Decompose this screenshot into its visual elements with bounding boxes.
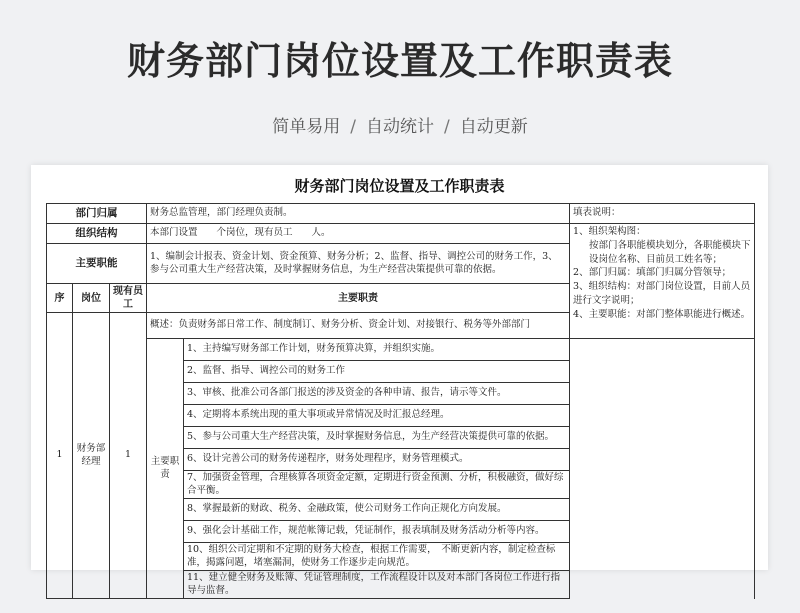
feature-auto-update: 自动更新 [459, 117, 528, 137]
sheet-title: 财务部门岗位设置及工作职责表 [294, 177, 505, 195]
feature-separator: / [444, 117, 450, 137]
org-label: 组织结构 [47, 224, 147, 244]
header-main-duties: 主要职责 [147, 284, 570, 313]
duty-item[interactable]: 6、设计完善公司的财务传递程序，财务处理程序，财务管理模式。 [184, 449, 570, 471]
dept-label: 部门归属 [47, 204, 147, 224]
duty-item[interactable]: 4、定期将本系统出现的重大事项或异常情况及时汇报总经理。 [184, 405, 570, 427]
duty-label: 主要职能 [47, 244, 147, 284]
notes-title: 填表说明： [570, 204, 755, 224]
position-seq[interactable]: 1 [47, 313, 73, 599]
note-line: 2、部门归属：填部门归属分管领导； [573, 267, 732, 279]
note-line: 4、主要职能：对部门整体职能进行概述。 [573, 308, 751, 320]
header-post: 岗位 [73, 284, 110, 313]
header-seq: 序 [47, 284, 73, 313]
feature-easy: 简单易用 [272, 117, 341, 137]
note-line: 1、组织架构图： [573, 226, 646, 237]
duty-item[interactable]: 10、组织公司定期和不定期的财务大检查，根据工作需要， 不断更新内容，制定检查标准，揭露问题，堵塞漏洞，使财务工作逐步走向规范。 [184, 543, 570, 571]
notes-cell[interactable] [570, 224, 755, 339]
feature-separator: / [350, 117, 356, 137]
org-value[interactable]: 本部门设置 个岗位，现有员工 人。 [147, 224, 570, 244]
dept-value[interactable]: 财务总监管理，部门经理负责制。 [147, 204, 570, 224]
note-line: 按部门各职能模块划分，各职能模块下设岗位名称、目前员工姓名等； [589, 239, 751, 265]
duty-item[interactable]: 2、监督、指导、调控公司的财务工作 [184, 361, 570, 383]
header-staff: 现有员工 [110, 284, 147, 313]
position-staff[interactable]: 1 [110, 313, 147, 599]
duty-item[interactable]: 3、审核、批准公司各部门报送的涉及资金的各种申请、报告，请示等文件。 [184, 383, 570, 405]
sub-duty-label: 主要职责 [147, 339, 184, 599]
duty-item[interactable]: 11、建立健全财务及账簿、凭证管理制度，工作流程设计以及对本部门各岗位工作进行指导与监督。 [184, 571, 570, 599]
banner-title: 财务部门岗位设置及工作职责表 [126, 39, 673, 83]
banner-features [0, 112, 800, 137]
position-overview[interactable]: 概述：负责财务部日常工作、制度制订、财务分析、资金计划、对接银行、税务等外部部门 [147, 313, 570, 339]
duty-item[interactable]: 7、加强资金管理，合理核算各项资金定额，定期进行资金预测、分析，积极融资，做好综合平衡。 [184, 471, 570, 499]
spreadsheet-preview [31, 165, 768, 596]
duty-table [46, 203, 755, 599]
position-post[interactable]: 财务部经理 [73, 313, 110, 599]
duty-item[interactable]: 1、主持编写财务部工作计划，财务预算决算，并组织实施。 [184, 339, 570, 361]
feature-auto-stats: 自动统计 [366, 117, 434, 137]
duty-item[interactable]: 5、参与公司重大生产经营决策，及时掌握财务信息，为生产经营决策提供可靠的依据。 [184, 427, 570, 449]
note-line: 3、组织结构：对部门岗位设置，目前人员进行文字说明； [573, 281, 751, 306]
duty-item[interactable]: 9、强化会计基础工作，规范帐簿记载，凭证制作，报表填制及财务活动分析等内容。 [184, 521, 570, 543]
duty-item[interactable]: 8、掌握最新的财政、税务、金融政策，使公司财务工作向正规化方向发展。 [184, 499, 570, 521]
duty-value[interactable]: 1、编制会计报表、资金计划、资金预算、财务分析；2、监督、指导、调控公司的财务工作，3、参与公司重大生产经营决策，及时掌握财务信息，为生产经营决策提供可靠的依据。 [147, 244, 570, 284]
